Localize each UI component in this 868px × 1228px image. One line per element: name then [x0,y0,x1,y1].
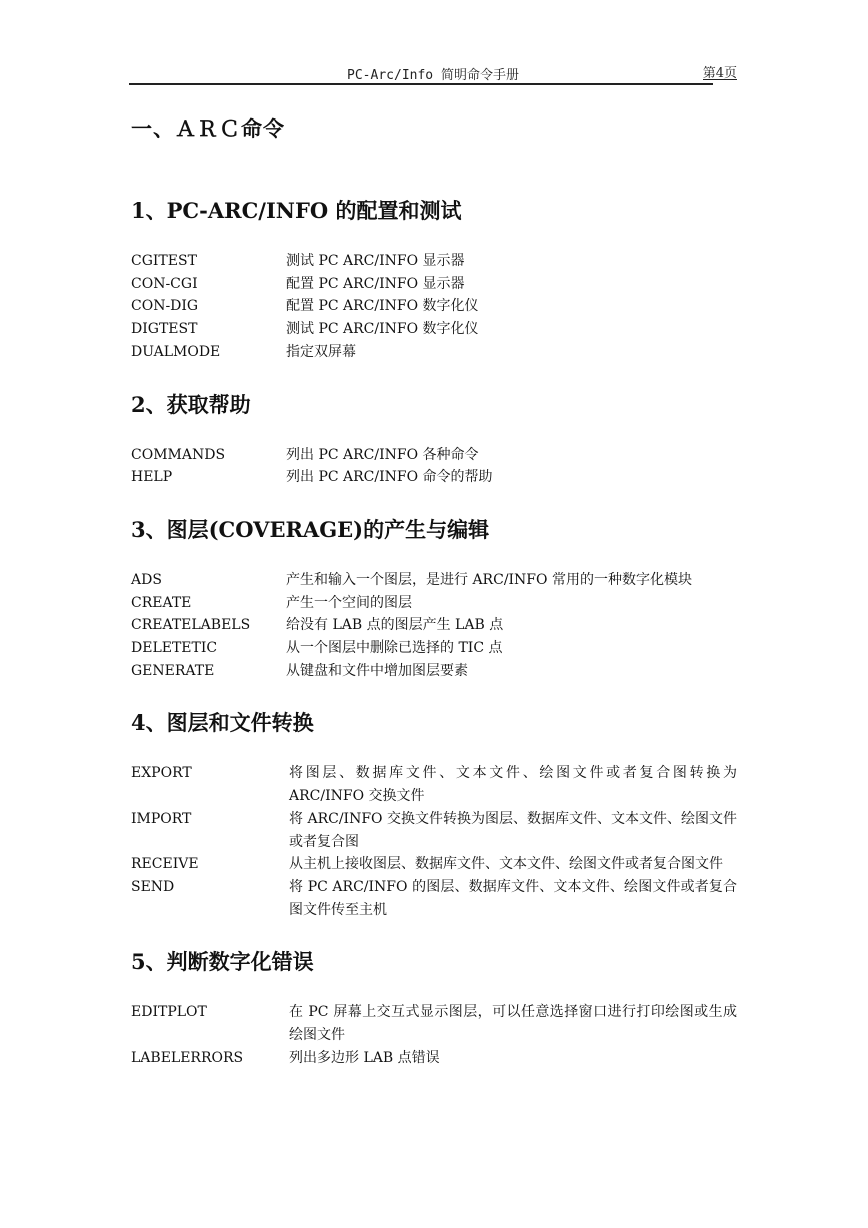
command-description: 配置 PC ARC/INFO 数字化仪 [286,298,479,315]
table-row [131,853,737,876]
section-4 [131,708,737,921]
command-description: 列出 PC ARC/INFO 各种命令 [286,446,479,463]
table-row [131,273,737,296]
section-heading: 5、判断数字化错误 [131,949,314,975]
table-row [131,660,737,683]
header-title: PC-Arc/Info 简明命令手册 [347,68,519,83]
command-name: EXPORT [131,765,192,782]
command-name: CGITEST [131,253,197,269]
section-3 [131,515,737,683]
command-description: 将图层、数据库文件、文本文件、绘图文件或者复合图转换为 ARC/INFO 交换文件 [289,765,737,805]
table-row [131,318,737,341]
command-name: DUALMODE [131,343,221,360]
command-description: 指定双屏幕 [286,343,356,360]
section-5 [131,947,737,1069]
command-description: 从键盘和文件中增加图层要素 [286,662,468,679]
command-description: 产生和输入一个图层，是进行 ARC/INFO 常用的一种数字化模块 [286,571,692,588]
header-rule [129,83,713,85]
table-row [131,592,737,615]
command-table [131,250,737,364]
page-header [129,60,737,86]
command-description: 从主机上接收图层、数据库文件、文本文件、绘图文件或者复合图文件 [289,856,723,873]
table-row [131,637,737,660]
section-1 [131,196,737,364]
section-heading: 1、PC-ARC/INFO 的配置和测试 [131,198,462,223]
document-body [131,112,737,1069]
header-rule-secondary [703,79,737,80]
command-description: 将 ARC/INFO 交换文件转换为图层、数据库文件、文本文件、绘图文件或者复合图 [289,810,737,850]
section-2 [131,390,737,489]
command-name: CREATE [131,594,192,611]
table-row [131,1047,737,1070]
command-description: 从一个图层中删除已选择的 TIC 点 [286,640,503,657]
command-name: CON-DIG [131,298,199,315]
table-row [131,876,737,921]
section-heading: 4、图层和文件转换 [131,710,314,736]
command-description: 列出多边形 LAB 点错误 [289,1049,440,1066]
command-description: 列出 PC ARC/INFO 命令的帮助 [286,469,493,486]
table-row [131,341,737,364]
page-number: 第4页 [702,66,737,81]
command-description: 产生一个空间的图层 [286,594,412,611]
command-description: 测试 PC ARC/INFO 数字化仪 [286,321,479,338]
table-row [131,295,737,318]
section-heading: 3、图层(COVERAGE)的产生与编辑 [131,516,490,542]
command-name: ADS [131,571,162,588]
command-name: DELETETIC [131,640,218,657]
table-row [131,466,737,489]
table-row [131,569,737,592]
command-name: CREATELABELS [131,617,251,634]
command-description: 测试 PC ARC/INFO 显示器 [286,253,465,269]
command-name: IMPORT [131,810,192,827]
command-name: COMMANDS [131,446,226,463]
section-heading: 2、获取帮助 [131,391,251,417]
command-table [131,762,737,921]
table-row [131,1001,737,1046]
command-table [131,569,737,683]
command-name: RECEIVE [131,856,199,873]
command-name: LABELERRORS [131,1049,244,1066]
chapter-title: 一、ＡＲＣ命令 [131,117,285,141]
table-row [131,444,737,467]
command-description: 给没有 LAB 点的图层产生 LAB 点 [286,617,504,634]
table-row [131,614,737,637]
table-row [131,762,737,807]
table-row [131,808,737,853]
command-description: 将 PC ARC/INFO 的图层、数据库文件、文本文件、绘图文件或者复合图文件传至主机 [289,878,737,918]
command-name: EDITPLOT [131,1004,207,1021]
command-name: DIGTEST [131,321,198,338]
command-name: HELP [131,469,173,486]
command-table [131,444,737,489]
command-name: CON-CGI [131,275,198,292]
table-row [131,250,737,273]
command-name: SEND [131,878,175,895]
command-description: 在 PC 屏幕上交互式显示图层，可以任意选择窗口进行打印绘图或生成绘图文件 [289,1004,737,1044]
command-description: 配置 PC ARC/INFO 显示器 [286,275,465,292]
command-name: GENERATE [131,662,215,679]
command-table [131,1001,737,1069]
